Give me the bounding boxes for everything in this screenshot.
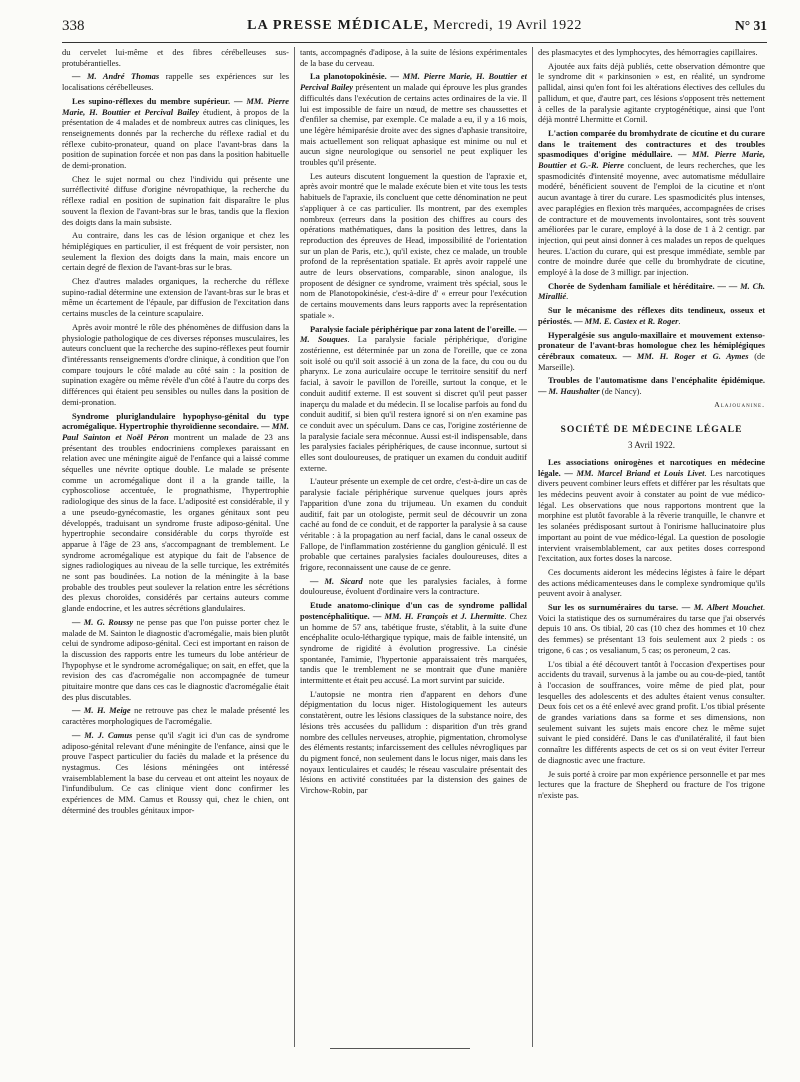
author-names: M. Souques — [300, 334, 348, 345]
paragraph — [300, 476, 527, 572]
paragraph — [62, 174, 289, 228]
paragraph — [62, 617, 289, 703]
paragraph-text: . — [678, 315, 681, 326]
issue-date: Mercredi, 19 Avril 1922 — [433, 18, 582, 33]
article-heading: Troubles de l'automatisme dans l'encéphalite épidémique. — — [538, 375, 765, 397]
paragraph — [300, 47, 527, 68]
paragraph — [538, 602, 765, 656]
signature: Alajouanine. — [714, 399, 765, 409]
journal-name: LA PRESSE MÉDICALE, — [247, 18, 429, 33]
column-divider — [294, 47, 295, 1047]
paragraph — [538, 47, 765, 58]
paragraph-text: Chez le sujet normal ou chez l'individu qui présente une surréflectivité diffuse d'origine névropathique, la recherche du réflexe radial en position de supination fait disparaître le plus souvent la flexion de l'avant-bras sur le bras, tandis que la flexion des doigts dans la main subsiste. — [62, 173, 289, 227]
article-heading: La planotopokinésie. — — [310, 71, 403, 82]
column-right — [538, 47, 765, 1047]
issue-number: N° 31 — [734, 18, 767, 33]
paragraph — [300, 600, 527, 686]
author-names: MM. Marcel Briand et Louis Livet — [576, 467, 705, 478]
paragraph-text: concluent, de leurs recherches, que les spasmodicités d'intensité moyenne, avec automatisme médullaire modéré, bénéficient souvent de l'emploi de la cicutine et n'ont aucun avantage à tirer du curare. Les spasmodicités plus intenses, avec paraplégies en flexion très marquées, accompagnées de crises de contracture et de mouvements involontaires, sont très souvent améliorées par le curare, employé à la dose de 1 à 2 centigr. par injection, qui peut ainsi donner à ces malades un repos de quelques heures. L'action du curare, qui est presque immédiate, semble par contre de moindre durée que celle du bromhydrate de cicutine, employé à la dose de 3 milligr. par injection. — [538, 160, 765, 278]
paragraph-text: rappelle ses expériences sur les localisations cérébelleuses. — [62, 71, 289, 93]
paragraph-text: présentent un malade qui éprouve les plus grandes difficultés dans l'exécution de certains actes ordinaires de la vie. Il lui est impossible de faire un nœud, de mettre ses chaussettes et d'enfiler sa chemise, par exemple. Ce malade a eu, il y a 16 mois, une légère hémiparésie droite avec des signes d'aphasie transitoire, mais actuellement son reliquat aphasique est minime ou nul et aucun signe neurologique ou sensoriel ne peut expliquer les troubles qu'il présente. — [300, 82, 527, 168]
paragraph — [300, 576, 527, 597]
page-header — [62, 18, 767, 36]
page-number: 338 — [62, 18, 85, 34]
paragraph-text: note que les paralysies faciales, à forme douloureuse, évoluent d'ordinaire vers la contracture. — [300, 575, 527, 597]
paragraph-text: pense qu'il s'agit ici d'un cas de syndrome adiposo-génital relevant d'une méningite de l'enfance, ainsi que le prouve l'aspect particulier du faciès du malade et la présence du nystagmus. Ces lésions méningées ont intéressé vraisemblablement la base du cerveau et ont atteint les noyaux de l'infundibulum. Ce cas clinique vient donc confirmer les expériences de MM. Camus et Roussy qui, chez le chien, ont déterminé des troubles génitaux impor- — [62, 729, 289, 815]
paragraph-text: Chez d'autres malades organiques, la recherche du réflexe supino-radial détermine une extension de l'avant-bras sur le bras et même un écartement de l'épaule, par diffusion de l'excitation dans certains muscles de la ceinture scapulaire. — [62, 276, 289, 319]
author-names: MM. Pierre Marie, Bouttier et G.-R. Pierre — [538, 149, 765, 171]
author-names: MM. E. Castex et R. Roger — [584, 315, 679, 326]
author-names: — M. H. Meige — [72, 705, 131, 716]
article-heading: Syndrome pluriglandulaire hypophyso-génital du type acromégalique. Hypertrophie thyroïdienne secondaire. — — [62, 410, 289, 432]
paragraph — [62, 411, 289, 614]
paragraph-text: ne pense pas que l'on puisse porter chez le malade de M. Sainton le diagnostic d'acromégalie, mais bien plutôt celui de syndrome adiposo-génital. Ceci est important en raison de la discussion des rapports entre les tumeurs du lobe antérieur de l'hypophyse et le syndrome acromégalique; on sait, en effet, que la revision des cas d'acromégalie non accompagnée de tumeur pituitaire montre que dans ces cas le diagnostic d'acromégalie était des plus discutables. — [62, 616, 289, 702]
author-names: — M. J. Camus — [72, 729, 133, 740]
paragraph-text: des plasmacytes et des lymphocytes, des hémorragies capillaires. — [538, 47, 758, 57]
author-names: — M. André Thomas — [72, 71, 160, 82]
paragraph — [300, 71, 527, 167]
paragraph — [62, 71, 289, 92]
column-left — [62, 47, 289, 1047]
paragraph — [62, 322, 289, 408]
author-names: — M. Sicard — [310, 575, 363, 586]
paragraph-text: montrent un malade de 23 ans présentant des troubles endocriniens complexes paraissant en relation avec une méningite aiguë de l'enfance qui a laissé comme séquelles une névrite optique double. Le malade se présente comme un acromégalique dont il a la grande taille, la cyphoscoliose accentuée, le prognathisme, l'hypertrophie radiologique des sinus de la face. L'adiposité est considérable, il y a une pseudo-gynécomastie, les organes génitaux sont peu développés, traduisant un syndrome fruste adiposo-génital. Une hypertrophie secondaire considérable du corps thyroïde est apparue à l'âge de 23 ans, s'accompagnant de tremblement. Le syndrome acromégalique est atypique du fait de l'absence de signes radiologiques au niveau de la selle turcique, les extrémités ne sont pas boudinées. La notion de la méningite à la base probable des troubles peut soulever la relation entre les sécrétions des plexus choroïdes, considérés par certains auteurs comme glande endocrine, et les autres sécrétions glandulaires. — [62, 431, 289, 614]
paragraph-text: du cervelet lui-même et des fibres cérébelleuses sus-protubérantielles. — [62, 47, 289, 68]
article-heading: Les supino-réflexes du membre supérieur. — — [72, 95, 247, 106]
paragraph-text: tants, accompagnés d'adipose, à la suite de lésions expérimentales de la base du cerveau. — [300, 47, 527, 68]
paragraph-text: Ces documents aideront les médecins légistes à faire le départ des actions médicamenteuses dans le complexe syndromique qu'ils peuvent avoir à analyser. — [538, 566, 765, 599]
article-heading: Hyperalgésie sus angulo-maxillaire et mouvement extenso-pronateur de l'avant-bras homologue chez les hémiplégiques cérébraux comateux. — — [538, 329, 765, 361]
article-heading: L'action comparée du bromhydrate de cicutine et du curare dans le traitement des contractures et des troubles spasmodiques d'origine médullaire. — — [538, 127, 765, 160]
header-rule — [62, 42, 767, 43]
paragraph-text: . Voici la statistique des os surnuméraires du tarse que j'ai observés depuis 10 ans. Os tibial, 20 cas (10 chez des hommes et 10 chez des femmes) se présentant 13 fois seulement aux 2 pieds : os trigone, 6 cas ; os vesalianum, 5 cas; os peroneum, 2 cas. — [538, 602, 765, 655]
paragraph — [538, 567, 765, 599]
paragraph — [300, 324, 527, 474]
paragraph — [538, 330, 765, 373]
paragraph — [538, 305, 765, 326]
author-names: — M. Ch. Mirallié — [538, 280, 765, 302]
paragraph-text: (de Nancy). — [599, 386, 642, 397]
article-heading: Etude anatomo-clinique d'un cas de syndrome pallidal postencéphalitique. — — [300, 600, 527, 621]
paragraph — [538, 659, 765, 766]
paragraph — [538, 128, 765, 278]
section-title: SOCIÉTÉ DE MÉDECINE LÉGALE — [560, 423, 743, 435]
paragraph — [538, 281, 765, 302]
author-names: — M. G. Roussy — [72, 616, 134, 627]
footer-rule — [330, 1048, 470, 1049]
paragraph — [538, 375, 765, 396]
paragraph — [62, 47, 289, 68]
paragraph — [62, 276, 289, 319]
paragraph — [538, 457, 765, 564]
running-title — [62, 18, 767, 34]
paragraph — [62, 705, 289, 726]
paragraph-text: L'auteur présente un exemple de cet ordre, c'est-à-dire un cas de paralysie faciale périphérique survenue quelques jours après l'apparition d'une zona du trijumeau. Un examen du conduit auditif, fait par un otologiste, permit seul de découvrir un zona caché au fond de ce conduit, et de rapporter la paralysie à sa cause véritable : à la propagation au nerf facial, dans le canal osseux de Fallope, de l'inflammation zostérienne du ganglion géniculé. Il est probable que certaines paralysies faciales douloureuses, dites a frigore, reconnaissent une cause de ce genre. — [300, 476, 527, 573]
paragraph-text: (de Marseille). — [538, 350, 765, 372]
article-heading: Chorée de Sydenham familiale et héréditaire. — — [548, 280, 729, 291]
paragraph-text: étudient, à propos de la présentation de 4 malades et de nombreux autres cas cliniques, les renseignements donnés par la recherche du réflexe radial et du réflexe cubito-pronateur, quand on place l'avant-bras dans la position de supination forcée et non pas dans la position habituelle de demi-pronation. — [62, 106, 289, 171]
paragraph-text: Ajoutée aux faits déjà publiés, cette observation démontre que le syndrome dit « parkinsonien » est, en réalité, un syndrome pallidal, ainsi qu'en font foi les altérations électives des cellules du pallidum, et que, d'autre part, ces lésions s'opposent très nettement à celles de la paralysie agitante cryptogénétique, ainsi que l'ont déjà montré Lhermitte et Cornil. — [538, 60, 765, 125]
paragraph — [300, 171, 527, 321]
paragraph-text: Je suis porté à croire par mon expérience personnelle et par mes lectures que la fracture de Shepherd ou fracture de l'os trigone n'existe pas. — [538, 768, 765, 800]
paragraph — [538, 769, 765, 801]
article-heading: Sur le mécanisme des réflexes dits tendineux, osseux et périostés. — — [538, 305, 765, 326]
article-heading: Sur les os surnuméraires du tarse. — — [548, 602, 694, 613]
column-divider — [532, 47, 533, 1047]
author-names: MM. H. Roger et G. Aymes — [636, 350, 749, 361]
author-names: MM. Pierre Marie, H. Bouttier et Percival Bailey — [62, 95, 289, 117]
paragraph-text: ne retrouve pas chez le malade présenté les caractères morphologiques de l'acromégalie. — [62, 705, 289, 727]
paragraph-text: Les auteurs discutent longuement la question de l'apraxie et, après avoir montré que le malade exécute bien et vite tous les tests habituels de l'apraxie, ils concluent que cette dénomination ne peut s'appliquer à ce cas particulier. Ils montrent, par des exemples nombreux (erreurs dans la position des chiffres au cours des opérations mathématiques, dans la position des lettres, dans la reproduction des épreuves de Head, impossibilité de l'orientation sur un plan de Paris, etc.), qu'il existe, chez ce malade, un trouble profond de la représentation spatiale. Et après avoir rappelé une autre de leurs observations, comparable, sinon analogue, ils proposent de désigner ce syndrome, vraiment très spécial, sous le nom de Planotopokinésie, c'est-à-dire d' « erreur pour l'exécution de certains mouvements dans leurs rapports avec la représentation spatiale ». — [300, 170, 527, 320]
author-names: M. Haushalter — [548, 386, 600, 397]
paragraph-text: L'autopsie ne montra rien d'apparent en dehors d'une dépigmentation du locus niger. Histologiquement les auteurs constatèrent, outre les lésions classiques de la substance noire, des lésions très accusées du pallidum : disparition d'un très grand nombre des cellules nerveuses, atrophie, pigmentation, chromolyse des éléments restants; infarcissement des cellules névrogliques par du pigment foncé, non seulement dans le locus niger, mais dans les noyaux lenticulaires et caudés; le réseau vasculaire présentait des lésions en activité constituées par la distension des gaines de Virchow-Robin, par — [300, 688, 527, 796]
paragraph — [300, 689, 527, 796]
paragraph — [62, 96, 289, 171]
column-middle — [300, 47, 527, 1047]
paragraph-text: . Les narcotiques divers peuvent combiner leurs effets et différer par les résultats que les médecins peuvent avoir à constater au point de vue médico-légal. Les observations que nous rapportons montrent que la morphine est plutôt favorable à la rêverie tranquille, le chanvre et les solanées prédisposant surtout à l'onirisme hallucinatoire plus important au point de vue médico-légal. La question de posologie intervient vraisemblablement, car aux petites doses correspond l'excitation, aux fortes doses la narcose. — [538, 467, 765, 564]
article-heading: Les associations onirogènes et narcotiques en médecine légale. — — [538, 456, 765, 478]
author-names: MM. Paul Sainton et Noël Péron — [62, 421, 289, 442]
author-names: M. Albert Mouchet — [693, 602, 763, 613]
author-names: MM. Pierre Marie, H. Bouttier et Percival Bailey — [300, 71, 527, 93]
author-names: MM. H. François et J. Lhermitte — [384, 610, 505, 621]
paragraph — [62, 230, 289, 273]
section-date: 3 Avril 1922. — [627, 440, 676, 451]
paragraph-text: . — [566, 291, 569, 302]
paragraph-text: . La paralysie faciale périphérique, d'origine zostérienne, est déterminée par un zona de l'oreille, que ce zona soit isolé ou qu'il soit associé à un zona de la face, du cou ou du pharynx. Le zona auriculaire occupe le territoire sensitif du nerf facial, à savoir le pavillon de l'oreille, surtout la conque, et le conduit auditif externe. Il est souvent si discret qu'il peut passer inaperçu du malade et du médecin. Il se localise parfois au fond du conduit auditif, si bien qu'il restera ignoré si on n'en examine pas ce conduit avec un spéculum. Dans ce cas, l'origine zostérienne de la paralysie faciale sera méconnue. Aussi est-il indispensable, dans les paralysies faciales périphériques, de cause inconnue, surtout si elles sont douloureuses, de pratiquer un examen du conduit auditif externe. — [300, 334, 527, 473]
paragraph — [538, 61, 765, 125]
paragraph-text: Après avoir montré le rôle des phénomènes de diffusion dans la physiologie pathologique de ces diverses réponses musculaires, les auteurs concluent que la recherche des supino-réflexes peut fournir d'intéressants renseignements d'ordre clinique, à condition que l'on compare toujours le côté malade au côté sain : la position de supination exagère ou même révèle d'un côté à l'autre du corps des différences qui étaient peu sensibles ou nulles dans la position de demi-pronation. — [62, 321, 289, 407]
paragraph — [62, 730, 289, 816]
article-heading: Paralysie faciale périphérique par zona latent de l'oreille. — — [310, 323, 527, 334]
paragraph-text: Au contraire, dans les cas de lésion organique et chez les hémiplégiques en particulier, il est fréquent de voir persister, non seulement la flexion des doigts dans la main, mais encore un certain degré de flexion de l'avant-bras sur le bras. — [62, 230, 289, 273]
paragraph-text: L'os tibial a été découvert tantôt à l'occasion d'expertises pour accidents du travail, survenus à la jambe ou au cou-de-pied, tantôt à l'occasion de souffrances, voire même de pied plat, pour lesquelles des adolescents et des adultes étaient venus consulter. Deux fois cet os a été enlevé avec grand profit. L'os tibial présente de grandes variations dans sa forme et ses dimensions, non seulement suivant les sujets mais encore chez le même sujet suivant le pied considéré. Dans le cas d'unilatéralité, il faut bien connaître les différents aspects de cet os si on veut éviter l'erreur de diagnostic avec une fracture. — [538, 658, 765, 765]
paragraph-text: . Chez un homme de 57 ans, tabétique fruste, s'établit, à la suite d'une encéphalite oculo-léthargique typique, mais de faible intensité, un syndrome de rigidité à évolution progressive. La cinésie spontanée, l'amimie, l'hypertonie apparaissaient très marquées, tandis que le tremblement ne se montrait que d'une manière intermittente et était peu accusé. La mort survint par suicide. — [300, 610, 527, 686]
